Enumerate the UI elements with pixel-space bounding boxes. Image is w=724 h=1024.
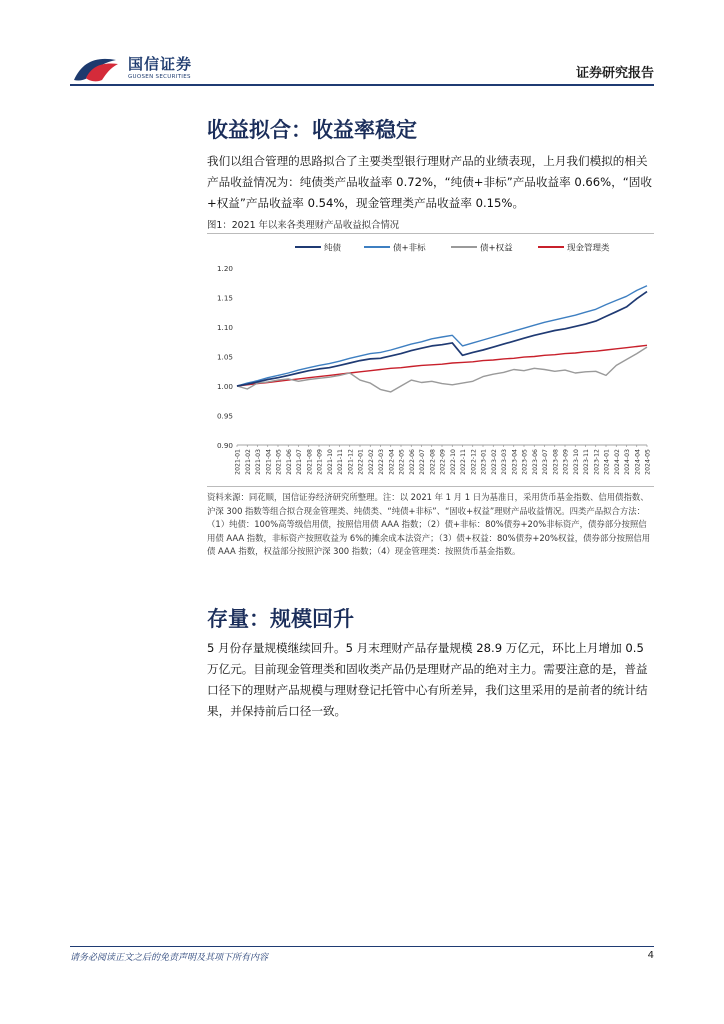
x-tick-label: 2024-02 bbox=[613, 449, 621, 475]
y-tick-label: 0.95 bbox=[216, 411, 233, 421]
x-tick-label: 2022-12 bbox=[470, 449, 478, 475]
footer-disclaimer: 请务必阅读正文之后的免责声明及其项下所有内容 bbox=[70, 953, 269, 963]
x-tick-label: 2023-05 bbox=[521, 449, 529, 475]
x-tick-label: 2024-04 bbox=[634, 449, 642, 475]
x-tick-label: 2021-10 bbox=[326, 449, 334, 475]
logo-english-name: GUOSEN SECURITIES bbox=[128, 74, 191, 80]
x-tick-label: 2023-07 bbox=[542, 449, 549, 475]
returns-line-chart bbox=[207, 234, 657, 486]
x-tick-label: 2021-05 bbox=[275, 449, 283, 475]
x-tick-label: 2024-05 bbox=[644, 449, 652, 475]
x-tick-label: 2022-04 bbox=[388, 449, 396, 475]
y-tick-label: 1.10 bbox=[216, 323, 233, 332]
x-tick-label: 2023-01 bbox=[480, 449, 488, 475]
page-header bbox=[0, 0, 724, 90]
x-tick-label: 2024-03 bbox=[624, 449, 631, 475]
section-heading-returns: 收益拟合：收益率稳定 bbox=[207, 118, 417, 142]
x-tick-label: 2023-08 bbox=[552, 449, 560, 475]
x-tick-label: 2022-10 bbox=[449, 449, 457, 475]
chart-series bbox=[237, 286, 647, 392]
x-tick-label: 2022-02 bbox=[367, 449, 375, 475]
x-tick-label: 2021-09 bbox=[316, 449, 324, 475]
x-tick-label: 2023-10 bbox=[572, 449, 580, 475]
guosen-logo-icon bbox=[72, 52, 120, 84]
x-tick-label: 2023-11 bbox=[583, 449, 590, 475]
chart-legend bbox=[295, 243, 610, 254]
x-tick-label: 2023-03 bbox=[501, 449, 508, 475]
header-divider bbox=[70, 84, 654, 86]
x-tick-label: 2023-06 bbox=[531, 449, 539, 475]
x-tick-label: 2024-01 bbox=[603, 449, 611, 475]
x-tick-label: 2023-04 bbox=[511, 449, 519, 475]
paragraph-text: 5 月份存量规模继续回升。5 月末理财产品存量规模 28.9 万亿元，环比上月增加 0.5 万亿元。目前现金管理类和固收类产品仍是理财产品的绝对主力。需要注意的是，普益口径下的理财产品规模与理财登记托管中心有所差异，我们这里采用的是前者的统计结果，并保持前后口径一致。 bbox=[207, 641, 648, 718]
section-heading-scale: 存量：规模回升 bbox=[207, 607, 354, 631]
x-tick-label: 2021-08 bbox=[306, 449, 314, 475]
section-paragraph-scale bbox=[207, 638, 657, 722]
paragraph-text: 我们以组合管理的思路拟合了主要类型银行理财产品的业绩表现，上月我们模拟的相关产品收益情况为：纯债类产品收益率 0.72%，“纯债+非标”产品收益率 0.66%，“固收+权益”产品收益率 0.54%，现金管理类产品收益率 0.15%。 bbox=[207, 154, 652, 210]
x-tick-label: 2022-06 bbox=[408, 449, 416, 475]
page-number: 4 bbox=[647, 950, 654, 961]
x-tick-label: 2021-03 bbox=[255, 449, 262, 475]
x-tick-label: 2021-02 bbox=[244, 449, 252, 475]
report-type-label: 证券研究报告 bbox=[575, 66, 654, 81]
y-tick-label: 1.05 bbox=[216, 352, 233, 362]
x-tick-label: 2021-11 bbox=[337, 449, 344, 475]
x-tick-label: 2022-09 bbox=[439, 449, 447, 475]
guosen-logo bbox=[72, 52, 212, 84]
y-tick-label: 1.15 bbox=[216, 293, 233, 303]
series-line-4 bbox=[237, 345, 647, 386]
series-line-2 bbox=[237, 286, 647, 386]
figure-bottom-rule bbox=[207, 486, 654, 487]
x-tick-label: 2023-12 bbox=[593, 449, 601, 475]
legend-label: 债+非标 bbox=[393, 243, 426, 254]
x-tick-label: 2021-06 bbox=[285, 449, 293, 475]
x-tick-label: 2023-02 bbox=[490, 449, 498, 475]
legend-label: 纯债 bbox=[324, 243, 342, 254]
x-tick-label: 2022-03 bbox=[378, 449, 385, 475]
x-tick-label: 2022-08 bbox=[429, 449, 437, 475]
x-tick-label: 2022-11 bbox=[460, 449, 467, 475]
footer-divider bbox=[70, 946, 654, 947]
x-tick-label: 2021-12 bbox=[347, 449, 355, 475]
logo-chinese-name: 国信证券 bbox=[128, 55, 193, 73]
x-tick-label: 2021-07 bbox=[296, 449, 303, 475]
chart-axes bbox=[217, 264, 652, 475]
legend-label: 现金管理类 bbox=[567, 243, 610, 254]
y-tick-label: 0.90 bbox=[216, 441, 233, 450]
section-paragraph-returns bbox=[207, 151, 657, 214]
x-tick-label: 2022-01 bbox=[357, 449, 365, 475]
x-tick-label: 2022-05 bbox=[398, 449, 406, 475]
x-tick-label: 2021-04 bbox=[265, 449, 273, 475]
y-tick-label: 1.00 bbox=[216, 382, 233, 391]
x-tick-label: 2023-09 bbox=[562, 449, 570, 475]
x-tick-label: 2022-07 bbox=[419, 449, 426, 475]
figure-title: 图1：2021 年以来各类理财产品收益拟合情况 bbox=[207, 220, 400, 231]
x-tick-label: 2021-01 bbox=[234, 449, 242, 475]
legend-label: 债+权益 bbox=[480, 243, 513, 254]
y-tick-label: 1.20 bbox=[216, 264, 233, 273]
figure-source-note: 资料来源：同花顺，国信证券经济研究所整理。注：以 2021 年 1 月 1 日为基准日，采用货币基金指数、信用债指数、沪深 300 指数等组合拟合现金管理类、纯债类、“纯债+非标”、“固收+权益”理财产品收益情况。四类产品拟合方法：（1）纯债：100%高等级信用债，按照信用债 AAA 指数；（2）债+非标：80%债券+20%非标资产，债券部分按照信用债 AAA 指数，非标资产按照收益为 6%的摊余成本法资产；（3）债+权益：80%债券+20%权益，债券部分按照信用债 AAA 指数，权益部分按照沪深 300 指数；（4）现金管理类：按照货币基金指数。 bbox=[207, 492, 651, 557]
